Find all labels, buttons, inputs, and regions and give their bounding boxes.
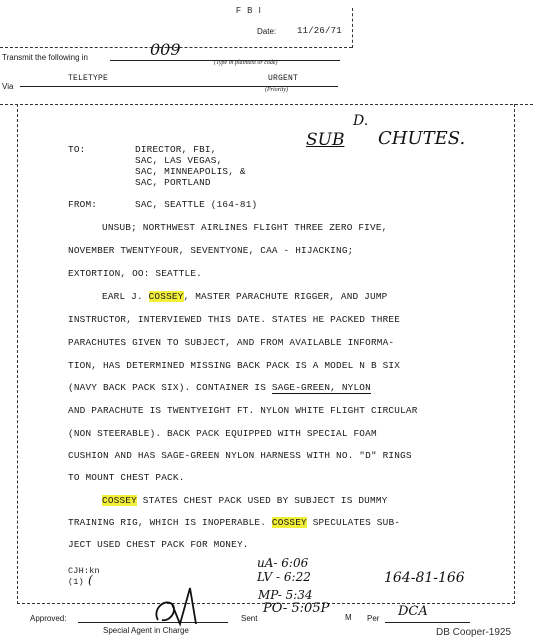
underlined-text: SAGE-GREEN, NYLON [271,382,371,393]
to-recipient: DIRECTOR, FBI, [135,144,217,155]
plaintext-note: (Type in plaintext or code) [214,60,278,66]
body-line [68,517,400,528]
copies-mark: ( [88,573,93,587]
priority-value: URGENT [268,74,299,83]
body-line: TION, HAS DETERMINED MISSING BACK PACK IS A MODEL N B SIX [68,360,401,371]
sub-superscript: D. [353,113,369,129]
via-value: TELETYPE [68,74,109,83]
agency-label: F B I [236,6,263,15]
header-bottom-dash [0,104,533,105]
sub-label: SUB [306,130,345,150]
per-value: DCA [398,604,428,619]
per-label: Per [367,614,380,623]
chutes-annotation: CHUTES. [378,128,466,149]
approved-label: Approved: [30,614,67,623]
body-line [102,495,387,506]
sub-annotation [306,130,344,150]
body-text: TRAINING RIG, WHICH IS INOPERABLE. [68,517,272,528]
signature-mark [150,580,210,628]
header-vertical-dash [352,8,353,48]
highlight-cossey: COSSEY [102,495,137,506]
handwritten-time: LV - 6:22 [257,570,311,584]
pm-mark: M [345,613,352,622]
priority-note: (Priority) [265,87,288,93]
left-margin-dash [17,104,18,604]
body-line [68,382,371,393]
date-value: 11/26/71 [297,26,342,36]
sent-label: Sent [241,614,258,623]
body-line: JECT USED CHEST PACK FOR MONEY. [68,539,249,550]
body-text: SPECULATES SUB- [306,517,401,528]
body-line: EXTORTION, OO: SEATTLE. [68,268,202,279]
watermark: DB Cooper-1925 [436,627,512,638]
handwritten-time: MP- 5:34 [258,588,313,602]
date-label: Date: [257,27,277,36]
via-line [20,86,338,87]
body-text: STATES CHEST PACK USED BY SUBJECT IS DUMMY [136,495,388,506]
body-line: TO MOUNT CHEST PACK. [68,472,185,483]
handwritten-time: PO- 5:05P [263,601,330,616]
body-text: (NAVY BACK PACK SIX). CONTAINER IS [68,382,272,393]
highlight-cossey: COSSEY [271,517,307,528]
highlight-cossey: COSSEY [148,291,184,302]
via-label: Via [2,82,14,91]
file-number: 164-81-166 [384,570,465,586]
initials: CJH:kn [68,566,100,576]
agent-label: Special Agent in Charge [103,626,189,635]
top-dashed-rule [0,47,352,48]
body-line: CUSHION AND HAS SAGE-GREEN NYLON HARNESS WITH NO. "D" RINGS [68,450,412,461]
right-margin-dash [514,104,515,604]
body-text: , MASTER PARACHUTE RIGGER, AND JUMP [183,291,388,302]
transmit-label: Transmit the following in [2,53,88,62]
to-label: TO: [68,144,86,155]
to-recipient: SAC, LAS VEGAS, [135,155,223,166]
transmit-value: 009 [150,40,181,59]
from-value: SAC, SEATTLE (164-81) [135,199,258,210]
per-line [385,622,470,623]
to-recipient: SAC, PORTLAND [135,177,211,188]
body-line: INSTRUCTOR, INTERVIEWED THIS DATE. STATES HE PACKED THREE [68,314,401,325]
body-line: PARACHUTES GIVEN TO SUBJECT, AND FROM AVAILABLE INFORMA- [68,337,395,348]
copies: (1) [68,577,84,587]
body-text: EARL J. [102,291,149,302]
body-line: UNSUB; NORTHWEST AIRLINES FLIGHT THREE ZERO FIVE, [102,222,388,233]
body-line [102,291,388,302]
body-line: (NON STEERABLE). BACK PACK EQUIPPED WITH SPECIAL FOAM [68,428,377,439]
handwritten-time: uA- 6:06 [257,556,309,570]
body-line: NOVEMBER TWENTYFOUR, SEVENTYONE, CAA - HIJACKING; [68,245,354,256]
body-line: AND PARACHUTE IS TWENTYEIGHT FT. NYLON WHITE FLIGHT CIRCULAR [68,405,418,416]
to-recipient: SAC, MINNEAPOLIS, & [135,166,246,177]
from-label: FROM: [68,199,98,210]
